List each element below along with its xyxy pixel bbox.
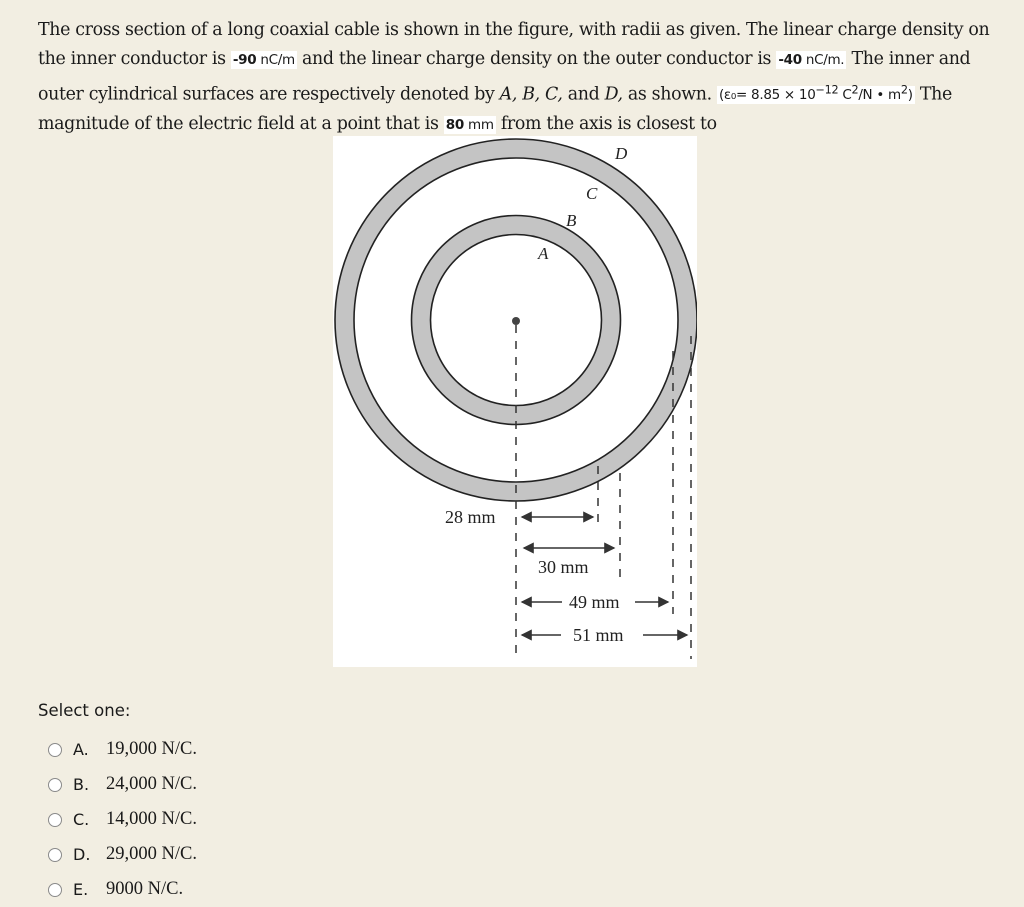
epsilon-constant: ($\varepsilon_0= 8.85 \times 10^{-12}$ $C^2/N$ • $m^2$): [718, 83, 913, 104]
option-text: 14,000 N/C.: [106, 809, 197, 829]
option-e[interactable]: [48, 872, 197, 907]
option-text: 9000 N/C.: [106, 879, 184, 899]
option-a[interactable]: [48, 732, 197, 767]
dimension-51mm: 51 mm: [573, 625, 624, 645]
distance-value: 80 mm: [445, 117, 494, 134]
option-letter: B.: [73, 775, 90, 794]
option-letter: A.: [73, 740, 89, 759]
question-part: The inner and outer cylindrical surfaces are respectively denoted by: [38, 49, 971, 105]
dimension-28mm: 28 mm: [445, 507, 496, 527]
inner-charge-value: -90 nC/m: [232, 52, 295, 69]
question-part: The cross section of a long coaxial cable is shown in the figure, with radii as given. The linear charge density on the inner conductor is: [38, 20, 990, 70]
option-letter: E.: [73, 880, 89, 899]
label-d: D: [615, 144, 628, 163]
question-part: from the axis is closest to: [495, 114, 717, 135]
option-text: 19,000 N/C.: [106, 739, 197, 759]
select-one-label: Select one:: [38, 701, 131, 720]
radio-button[interactable]: [48, 883, 62, 897]
option-letter: D.: [73, 845, 91, 864]
radio-button[interactable]: [48, 743, 62, 757]
question-part: The magnitude of the electric field at a point that is: [38, 84, 952, 135]
question-text: [38, 16, 998, 141]
question-part: and: [562, 84, 605, 105]
option-letter: C.: [73, 810, 90, 829]
option-b[interactable]: [48, 767, 197, 802]
radio-button[interactable]: [48, 813, 62, 827]
question-part: as shown.: [622, 84, 717, 105]
axis-point: [512, 317, 520, 325]
radio-button[interactable]: [48, 778, 62, 792]
answer-options: [48, 732, 197, 907]
surface-labels: A, B, C,: [499, 84, 563, 105]
surface-label-d: D,: [604, 84, 623, 105]
coaxial-cable-figure: [333, 136, 697, 667]
option-text: 24,000 N/C.: [106, 774, 197, 794]
outer-charge-value: -40 nC/m.: [778, 52, 845, 69]
radio-button[interactable]: [48, 848, 62, 862]
dimension-49mm: 49 mm: [569, 592, 620, 612]
option-d[interactable]: [48, 837, 197, 872]
question-part: and the linear charge density on the outer conductor is: [296, 49, 777, 70]
option-text: 29,000 N/C.: [106, 844, 197, 864]
label-c: C: [586, 184, 598, 203]
label-b: B: [566, 211, 577, 230]
dimension-30mm: 30 mm: [538, 557, 589, 577]
label-a: A: [538, 244, 549, 263]
option-c[interactable]: [48, 802, 197, 837]
